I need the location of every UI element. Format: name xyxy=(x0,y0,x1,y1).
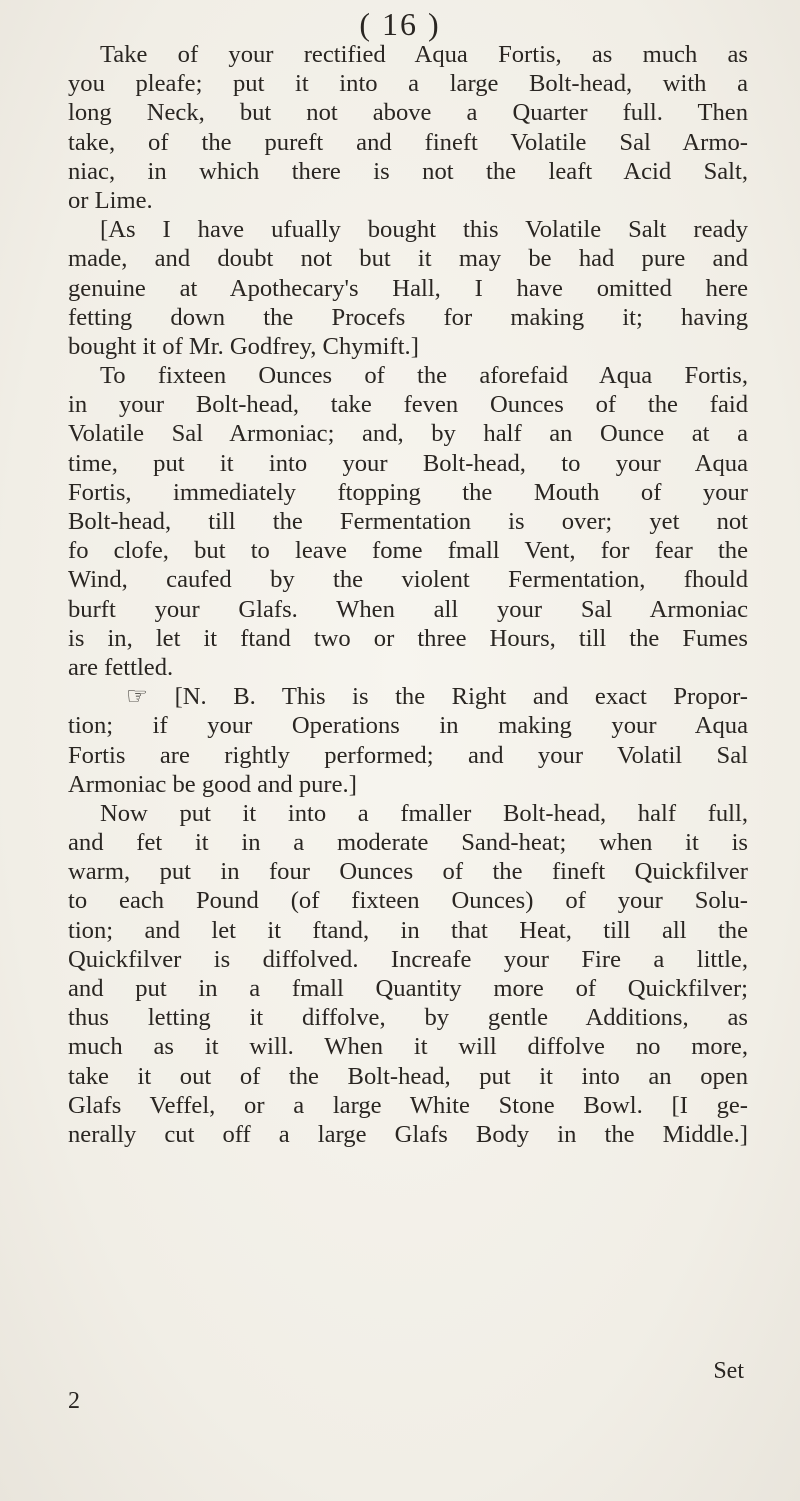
text-line: Take of your rectified Aqua Fortis, as much as xyxy=(100,41,748,68)
page-number: ( 16 ) xyxy=(359,6,441,42)
signature-mark: 2 xyxy=(68,1388,80,1414)
text-line: Now put it into a fmaller Bolt-head, half full, xyxy=(100,799,748,827)
text-line: thus letting it diffolve, by gentle Additions, as xyxy=(68,1004,748,1032)
text-line: and put in a fmall Quantity more of Quickfilver; xyxy=(68,975,748,1002)
text-line: warm, put in four Ounces of the fineft Quickfilver xyxy=(68,858,748,886)
text-line: To fixteen Ounces of the aforefaid Aqua Fortis, xyxy=(100,362,748,390)
text-line: [As I have ufually bought this Volatile Salt ready xyxy=(100,216,748,244)
text-line: burft your Glafs. When all your Sal Armoniac xyxy=(68,595,748,623)
text-line: you pleafe; put it into a large Bolt-head, with a xyxy=(68,70,748,98)
text-line: and fet it in a moderate Sand-heat; when it is xyxy=(68,829,748,857)
text-line: Fortis, immediately ftopping the Mouth of your xyxy=(68,478,748,506)
text-line: ☞ [N. B. This is the Right and exact Propor- xyxy=(126,683,748,711)
catchword: Set xyxy=(713,1358,744,1384)
text-line: take, of the pureft and fineft Volatile Sal Armo- xyxy=(68,128,748,156)
text-line: to each Pound (of fixteen Ounces) of your Solu- xyxy=(68,887,748,915)
text-line: bought it of Mr. Godfrey, Chymift.] xyxy=(68,332,419,360)
text-line: long Neck, but not above a Quarter full. Then xyxy=(68,99,748,127)
text-line: tion; if your Operations in making your Aqua xyxy=(68,712,748,740)
text-line: Fortis are rightly performed; and your Volatil Sal xyxy=(68,741,748,769)
text-line: in your Bolt-head, take feven Ounces of the faid xyxy=(68,391,748,419)
text-line: much as it will. When it will diffolve no more, xyxy=(68,1033,748,1061)
text-line: are fettled. xyxy=(68,653,174,681)
text-line: nerally cut off a large Glafs Body in the Middle.] xyxy=(68,1120,748,1148)
text-line: made, and doubt not but it may be had pure and xyxy=(68,245,748,273)
text-line: Bolt-head, till the Fermentation is over; yet not xyxy=(68,508,748,535)
text-line: Armoniac be good and pure.] xyxy=(68,770,357,798)
text-line: Wind, caufed by the violent Fermentation, fhould xyxy=(68,566,748,594)
text-line: Quickfilver is diffolved. Increafe your Fire a little, xyxy=(68,945,748,973)
text-line: Volatile Sal Armoniac; and, by half an Ounce at a xyxy=(68,420,748,448)
text-line: niac, in which there is not the leaft Acid Salt, xyxy=(68,157,748,185)
text-line: fetting down the Procefs for making it; having xyxy=(68,303,748,331)
text-line: genuine at Apothecary's Hall, I have omitted here xyxy=(68,274,748,302)
text-line: or Lime. xyxy=(68,186,153,214)
text-line: take it out of the Bolt-head, put it into an open xyxy=(68,1062,748,1090)
text-line: Glafs Veffel, or a large White Stone Bowl. [I ge- xyxy=(68,1091,748,1119)
text-line: is in, let it ftand two or three Hours, till the Fumes xyxy=(68,624,748,652)
text-line: time, put it into your Bolt-head, to your Aqua xyxy=(68,449,748,477)
body-text xyxy=(68,40,748,1149)
text-line: fo clofe, but to leave fome fmall Vent, for fear the xyxy=(68,537,748,565)
text-line: tion; and let it ftand, in that Heat, till all the xyxy=(68,916,748,944)
